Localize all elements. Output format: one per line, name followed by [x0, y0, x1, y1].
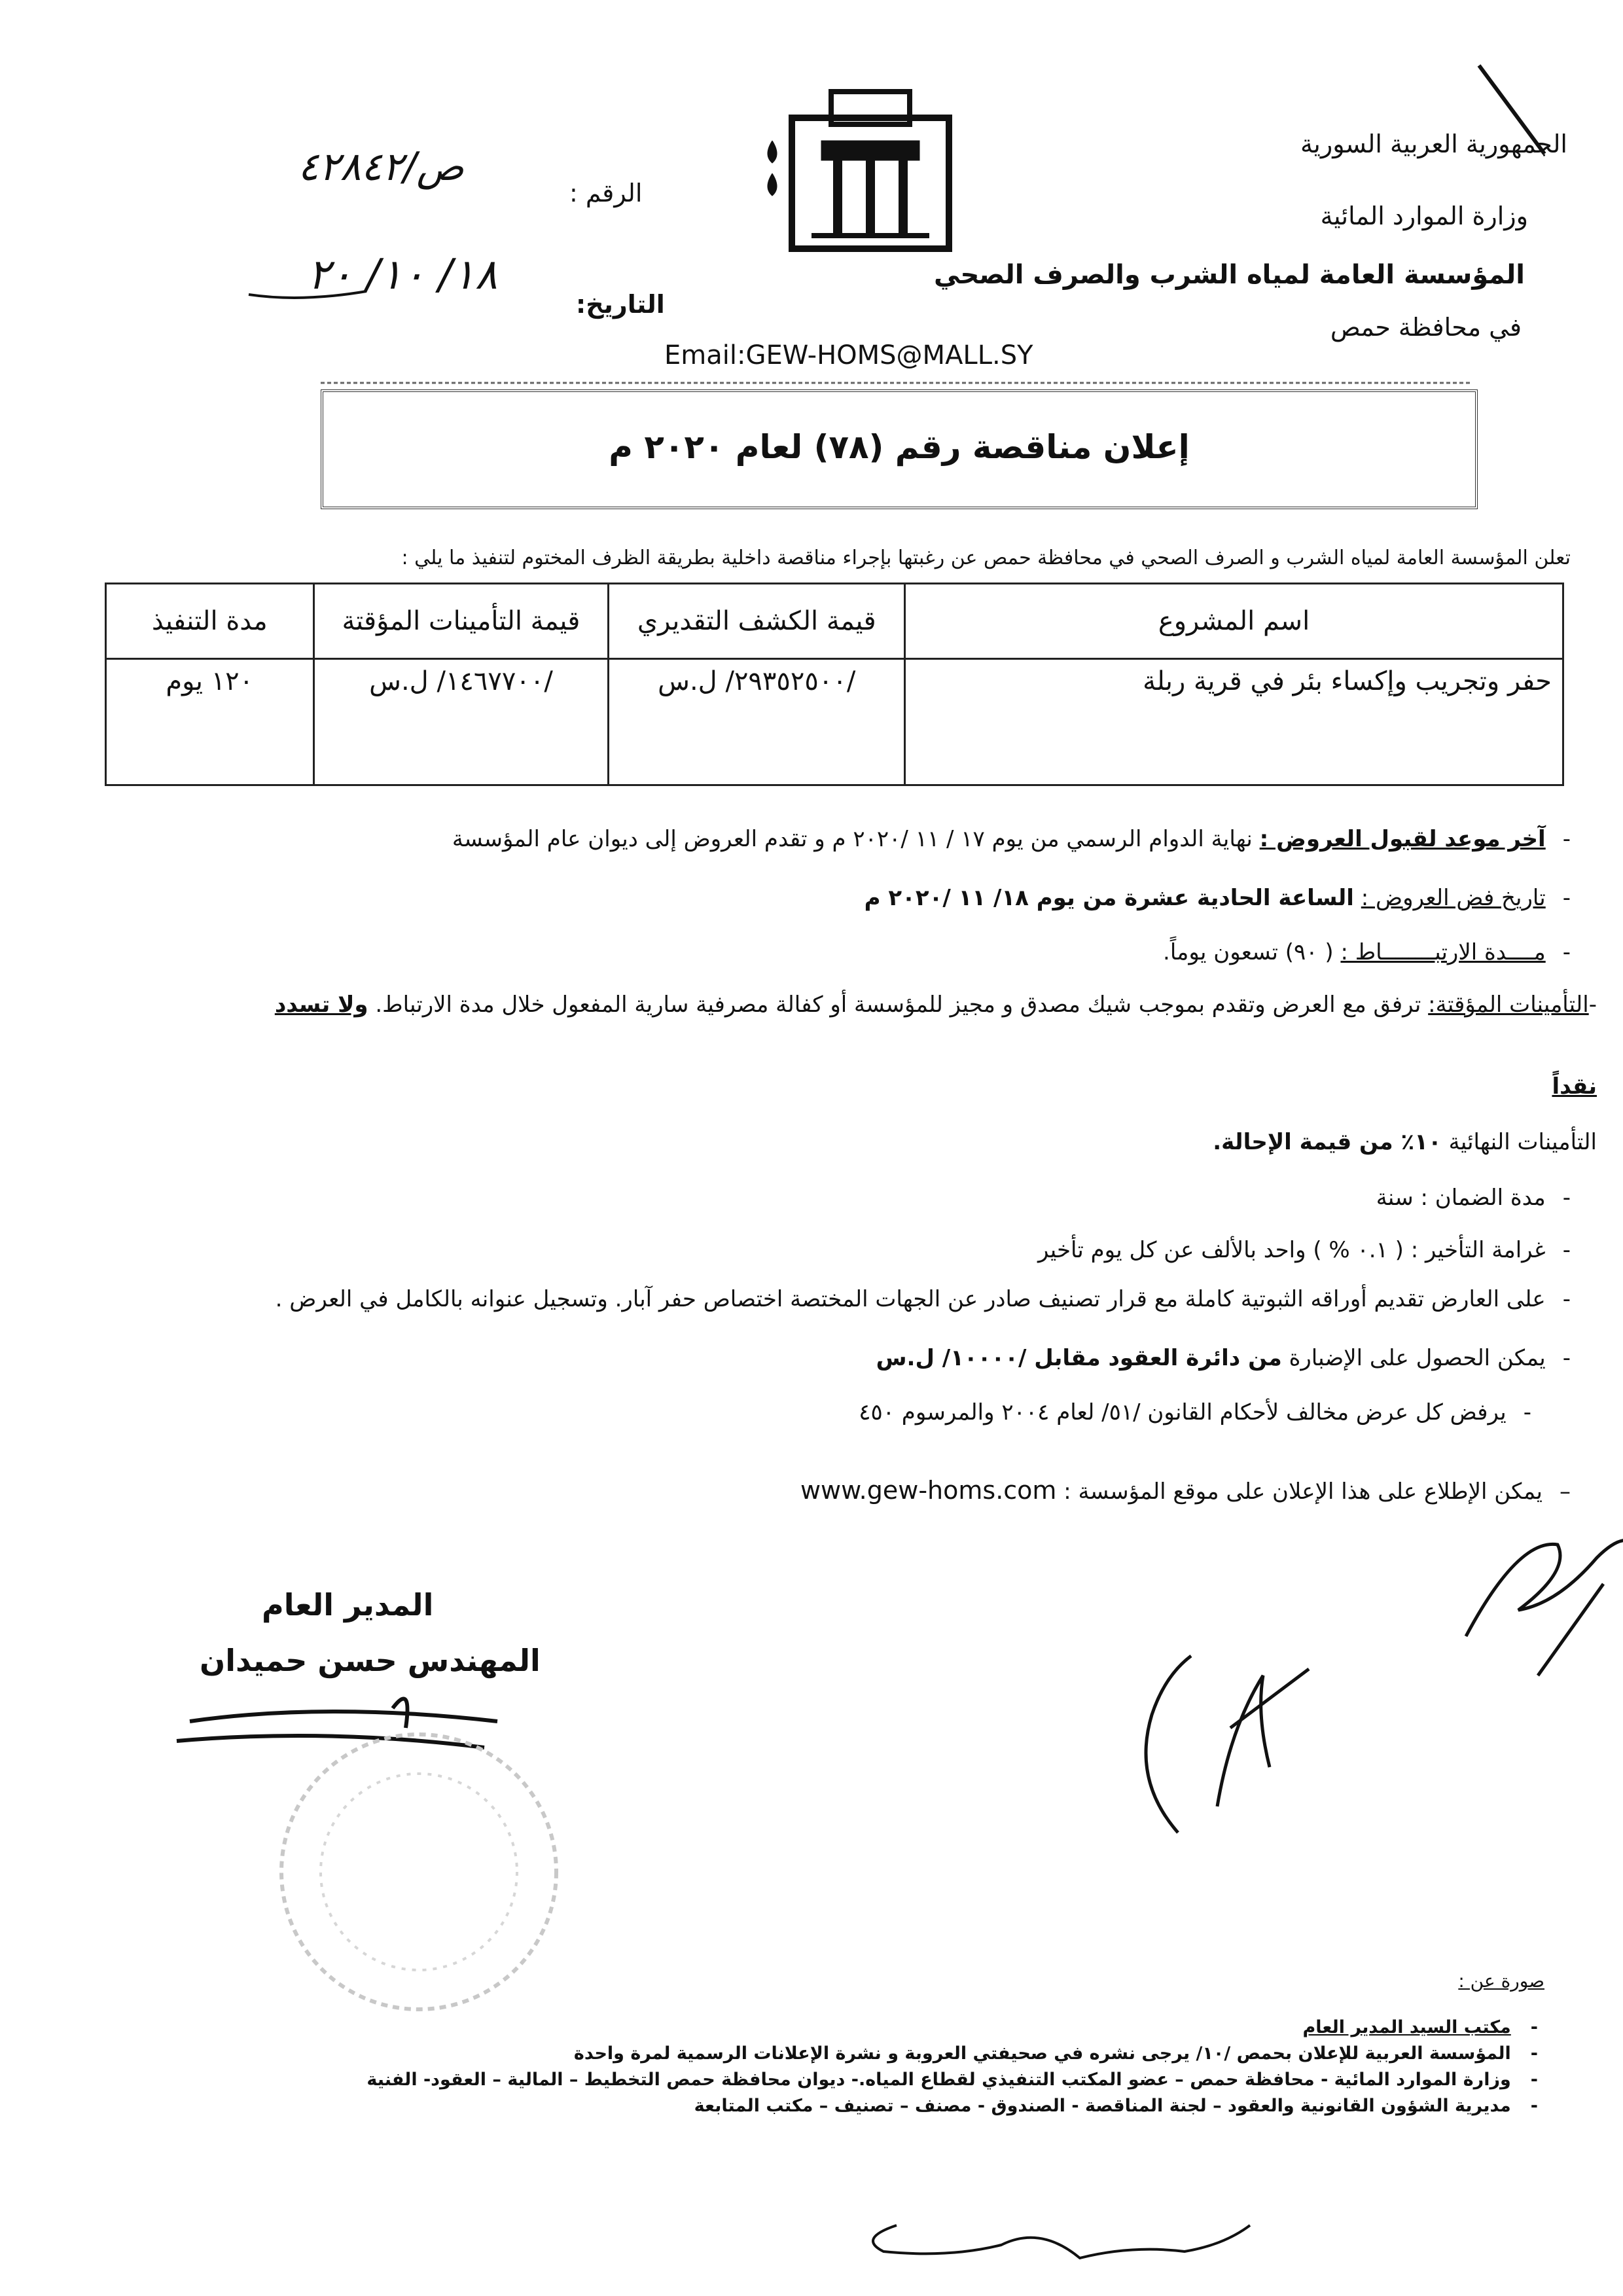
governorate-name: في محافظة حمص — [1330, 313, 1522, 342]
date-value: ١٨/ ١٠/ ٢٠ — [308, 251, 498, 299]
date-label: التاريخ: — [576, 290, 665, 319]
penalty-label: غرامة التأخير : — [1410, 1237, 1546, 1263]
temp-note-1: ولا تسدد — [274, 992, 368, 1018]
temp-note-2: نقداً — [1552, 1073, 1597, 1100]
copy-item: -المؤسسة العربية للإعلان بحمص /١٠/ يرجى نشره في صحيفتي العروبة و نشرة الإعلانات الرسمية لمرة واحدة — [573, 2043, 1538, 2064]
deadline-value: نهاية الدوام الرسمي من يوم ١٧ / ١١ /٢٠٢٠ م و تقدم العروض إلى ديوان عام المؤسسة — [452, 826, 1253, 852]
director-signature — [177, 1698, 497, 1748]
bottom-scribble — [873, 2225, 1250, 2258]
copy-item-text: وزارة الموارد المائية - محافظة حمص – عضو المكتب التنفيذي لقطاع المياه.- ديوان محافظة حمص التخطيط – المالية – العقود- الفنية — [366, 2070, 1511, 2090]
header-deposit: قيمة التأمينات المؤقتة — [313, 584, 609, 659]
copy-item-text: المؤسسة العربية للإعلان بحمص /١٠/ يرجى نشره في صحيفتي العروبة و نشرة الإعلانات الرسمية لمرة واحدة — [573, 2043, 1511, 2064]
tender-table — [105, 583, 1564, 786]
handwritten-signature-right — [1146, 1540, 1623, 1833]
deadline-label: آخر موعد لقبول العروض : — [1259, 826, 1546, 852]
header-project: اسم المشروع — [905, 584, 1563, 659]
cell-duration: ١٢٠ يوم — [106, 659, 314, 785]
term-commitment: -مــــدة الارتبــــــــاط : ( ٩٠) تسعون يوماً. — [1163, 939, 1571, 965]
term-website: –يمكن الإطلاع على هذا الإعلان على موقع المؤسسة : www.gew-homs.com — [800, 1476, 1571, 1505]
table-header-row — [106, 584, 1563, 659]
ref-label: الرقم : — [569, 179, 643, 207]
table-row — [106, 659, 1563, 785]
opening-label: تاريخ فض العروض : — [1361, 885, 1546, 911]
signature-name: المهندس حسن حميدان — [200, 1643, 541, 1678]
temp-label: التأمينات المؤقتة: — [1428, 992, 1589, 1018]
copy-item: -مديرية الشؤون القانونية والعقود – لجنة المناقصة - الصندوق - مصنف – تصنيف – مكتب المتابعة — [694, 2096, 1538, 2116]
commitment-label: مــــدة الارتبــــــــاط : — [1340, 939, 1546, 965]
temp-value: ترفق مع العرض وتقدم بموجب شيك مصدق و مجيز للمؤسسة أو كفالة مصرفية سارية المفعول خلال مدة الارتباط. — [375, 992, 1421, 1018]
penalty-value: ( ٠.١ % ) واحد بالألف عن كل يوم تأخير — [1037, 1237, 1404, 1263]
copies-label: صورة عن : — [1458, 1970, 1544, 1992]
announcement-title: إعلان مناقصة رقم (٧٨) لعام ٢٠٢٠ م — [609, 428, 1190, 466]
ministry-name: وزارة الموارد المائية — [1320, 202, 1528, 230]
final-value: ١٠٪ من قيمة الإحالة. — [1213, 1129, 1442, 1155]
website-text: يمكن الإطلاع على هذا الإعلان على موقع المؤسسة : — [1063, 1479, 1543, 1505]
establishment-logo — [768, 92, 949, 249]
cell-estimate: /٢٩٣٥٢٥٠٠/ ل.س — [609, 659, 905, 785]
term-warranty: -مدة الضمان : سنة — [1376, 1185, 1571, 1211]
copy-item: -وزارة الموارد المائية - محافظة حمص – عضو المكتب التنفيذي لقطاع المياه.- ديوان محافظة حمص التخطيط – المالية – العقود- الفنية — [366, 2070, 1538, 2090]
warranty-text: مدة الضمان : سنة — [1376, 1185, 1546, 1211]
establishment-name: المؤسسة العامة لمياه الشرب والصرف الصحي — [933, 260, 1525, 290]
ref-value: ص/٤٢٨٤٢ — [298, 144, 464, 190]
term-opening: -تاريخ فض العروض : الساعة الحادية عشرة من يوم ١٨/ ١١ /٢٠٢٠ م — [864, 885, 1571, 911]
dossier-bold: من دائرة العقود مقابل /١٠٠٠٠/ ل.س — [876, 1345, 1282, 1371]
term-penalty: -غرامة التأخير : ( ٠.١ % ) واحد بالألف عن كل يوم تأخير — [1037, 1237, 1571, 1263]
term-temp-note — [1552, 1073, 1597, 1100]
term-dossier: -يمكن الحصول على الإضبارة من دائرة العقود مقابل /١٠٠٠٠/ ل.س — [876, 1345, 1571, 1371]
signature-role: المدير العام — [262, 1587, 434, 1623]
website-url: www.gew-homs.com — [800, 1476, 1057, 1505]
opening-value: الساعة الحادية عشرة من يوم ١٨/ ١١ /٢٠٢٠ م — [864, 885, 1354, 911]
announcement-intro: تعلن المؤسسة العامة لمياه الشرب و الصرف الصحي في محافظة حمص عن رغبتها بإجراء مناقصة داخلية بطريقة الظرف المختوم لتنفيذ ما يلي : — [401, 547, 1571, 569]
final-label: التأمينات النهائية — [1448, 1129, 1597, 1155]
term-deadline: -آخر موعد لقبول العروض : نهاية الدوام الرسمي من يوم ١٧ / ١١ /٢٠٢٠ م و تقدم العروض إلى ديوان عام المؤسسة — [452, 826, 1571, 852]
header-estimate: قيمة الكشف التقديري — [609, 584, 905, 659]
cell-project: حفر وتجريب وإكساء بئر في قرية ربلة — [905, 659, 1563, 785]
cell-deposit: /١٤٦٧٧٠٠/ ل.س — [313, 659, 609, 785]
term-final-deposit — [1213, 1129, 1597, 1155]
copy-item-text: مكتب السيد المدير العام — [1302, 2017, 1511, 2037]
title-box — [321, 389, 1478, 509]
republic-name: الجمهورية العربية السورية — [1300, 130, 1567, 158]
official-stamp — [281, 1734, 556, 2009]
copy-item-text: مديرية الشؤون القانونية والعقود – لجنة المناقصة - الصندوق - مصنف – تصنيف – مكتب المتابعة — [694, 2096, 1511, 2116]
bidder-text: على العارض تقديم أوراقه الثبوتية كاملة مع قرار تصنيف صادر عن الجهات المختصة اختصاص حفر آبار. وتسجيل عنوانه بالكامل في العرض . — [275, 1286, 1546, 1312]
term-temp-deposit: -التأمينات المؤقتة: ترفق مع العرض وتقدم بموجب شيك مصدق و مجيز للمؤسسة أو كفالة مصرفية سارية المفعول خلال مدة الارتباط. ولا تسدد — [274, 992, 1597, 1018]
dossier-prefix: يمكن الحصول على الإضبارة — [1289, 1345, 1546, 1371]
email-address: Email:GEW-HOMS@MALL.SY — [664, 340, 1033, 370]
copy-item: -مكتب السيد المدير العام — [1302, 2017, 1538, 2037]
header-duration: مدة التنفيذ — [106, 584, 314, 659]
term-reject: -يرفض كل عرض مخالف لأحكام القانون /٥١/ لعام ٢٠٠٤ والمرسوم ٤٥٠ — [859, 1399, 1531, 1426]
reject-text: يرفض كل عرض مخالف لأحكام القانون /٥١/ لعام ٢٠٠٤ والمرسوم ٤٥٠ — [859, 1399, 1507, 1426]
commitment-value: ( ٩٠) تسعون يوماً. — [1163, 939, 1334, 965]
term-bidder: -على العارض تقديم أوراقه الثبوتية كاملة مع قرار تصنيف صادر عن الجهات المختصة اختصاص حفر آبار. وتسجيل عنوانه بالكامل في العرض . — [275, 1286, 1571, 1312]
